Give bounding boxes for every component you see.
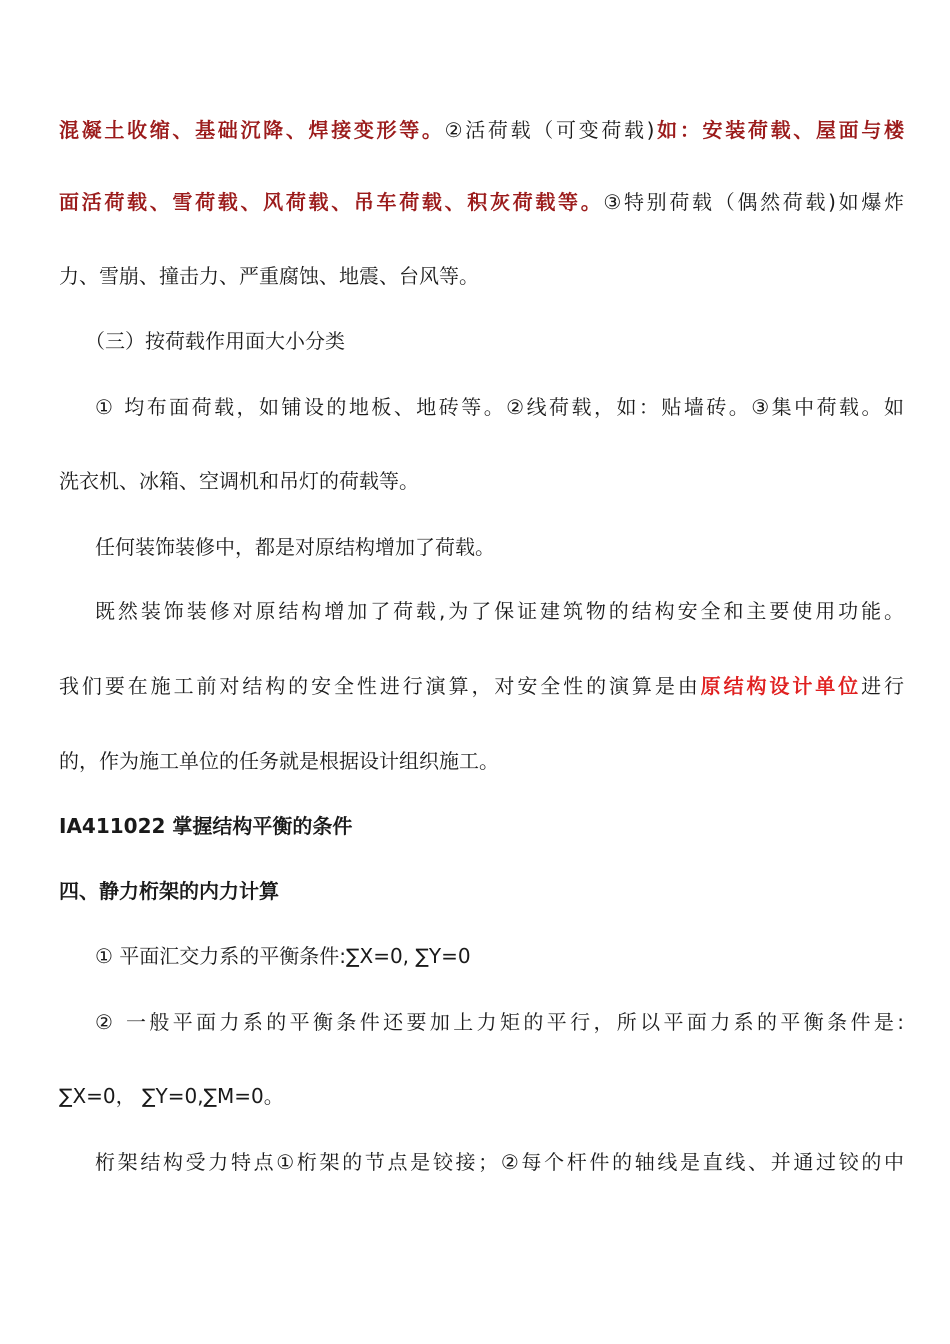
- section-heading: （三）按荷载作用面大小分类: [85, 329, 345, 353]
- paragraph-line: 任何装饰装修中，都是对原结构增加了荷载。: [95, 535, 495, 559]
- paragraph-line: 混凝土收缩、基础沉降、焊接变形等。②活荷载（可变荷载)如：安装荷载、屋面与楼: [59, 118, 905, 142]
- section-heading: 四、静力桁架的内力计算: [59, 879, 279, 903]
- paragraph-line: 力、雪崩、撞击力、严重腐蚀、地震、台风等。: [59, 264, 479, 288]
- paragraph-line: 洗衣机、冰箱、空调机和吊灯的荷载等。: [59, 469, 419, 493]
- paragraph-line: 我们要在施工前对结构的安全性进行演算，对安全性的演算是由原结构设计单位进行: [59, 674, 905, 698]
- paragraph-line: 面活荷载、雪荷载、风荷载、吊车荷载、积灰荷载等。③特别荷载（偶然荷载)如爆炸: [59, 190, 905, 214]
- section-heading: IA411022 掌握结构平衡的条件: [59, 814, 353, 838]
- paragraph-line: ① 平面汇交力系的平衡条件:∑X=0, ∑Y=0: [95, 944, 471, 968]
- paragraph-line: 桁架结构受力特点①桁架的节点是铰接；②每个杆件的轴线是直线、并通过铰的中: [95, 1150, 904, 1174]
- paragraph-line: 的，作为施工单位的任务就是根据设计组织施工。: [59, 749, 499, 773]
- paragraph-line: ∑X=0， ∑Y=0,∑M=0。: [59, 1084, 284, 1108]
- paragraph-line: ② 一般平面力系的平衡条件还要加上力矩的平行，所以平面力系的平衡条件是:: [95, 1010, 904, 1034]
- paragraph-line: 既然装饰装修对原结构增加了荷载,为了保证建筑物的结构安全和主要使用功能。: [95, 599, 904, 623]
- paragraph-line: ① 均布面荷载，如铺设的地板、地砖等。②线荷载，如：贴墙砖。③集中荷载。如: [95, 395, 904, 419]
